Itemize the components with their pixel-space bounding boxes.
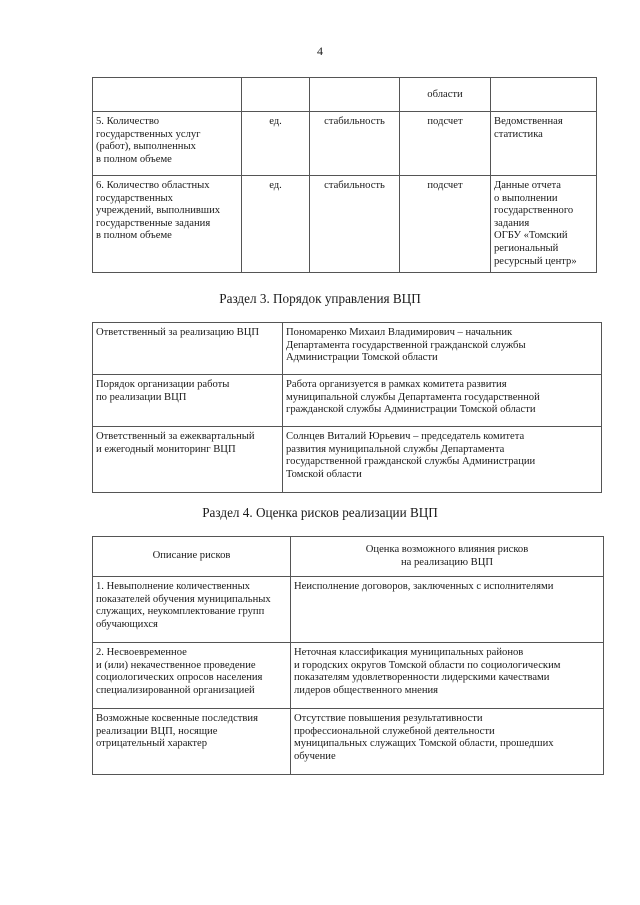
text-line: в полном объеме (96, 230, 172, 242)
text-line: и городских округов Томской области по социологическим (294, 659, 561, 671)
text-line: о выполнении (494, 192, 558, 204)
text-line: государственные задания (96, 217, 211, 229)
text-line: Оценка возможного влияния рисков (365, 543, 529, 555)
text-line: Департамента государственной гражданской службы (286, 339, 526, 351)
text-line: 5. Количество (96, 116, 160, 127)
value-cell (283, 323, 602, 375)
table-row (93, 176, 597, 273)
table-row (93, 643, 604, 709)
text-line: ресурсный центр» (494, 255, 577, 267)
header-row (93, 537, 604, 577)
trend-cell: стабильность (310, 176, 400, 273)
risk-impact-cell (291, 709, 604, 775)
text-line: специализированной организацией (96, 684, 255, 696)
cell (93, 78, 242, 112)
value-cell (283, 427, 602, 493)
table-row (93, 323, 602, 375)
label-cell (93, 323, 283, 375)
risk-description-cell (93, 709, 291, 775)
cell: области (400, 78, 491, 112)
method-cell: подсчет (400, 112, 491, 176)
text-line: 6. Количество областных (96, 180, 210, 191)
text-line: государственного (494, 205, 574, 217)
table-row (93, 427, 602, 493)
text-line: государственных услуг (96, 128, 201, 140)
text-line: Описание рисков (152, 550, 231, 562)
text-line: профессиональной служебной деятельности (294, 725, 495, 737)
text-line: Отсутствие повышения результативности (294, 713, 483, 724)
cell (242, 78, 310, 112)
text-line: служащих, неукомплектование групп (96, 606, 265, 618)
unit-cell: ед. (242, 112, 310, 176)
trend-cell: стабильность (310, 112, 400, 176)
text-line: статистика (494, 128, 543, 140)
value-cell (283, 375, 602, 427)
page-number: 4 (317, 44, 323, 58)
section-4-title: Раздел 4. Оценка рисков реализации ВЦП (202, 505, 438, 520)
text-line: Пономаренко Михаил Владимирович – начальник (286, 327, 513, 338)
column-header-impact (291, 537, 604, 577)
text-line: развития муниципальной службы Департамента (286, 443, 505, 455)
method-cell: подсчет (400, 176, 491, 273)
text-line: региональный (494, 242, 559, 254)
text-line: государственных (96, 192, 173, 204)
text-line: лидеров общественного мнения (294, 684, 439, 696)
text-line: муниципальной службы Департамента государственной (286, 391, 540, 403)
text-line: Данные отчета (494, 180, 562, 191)
text-line: ОГБУ «Томский (494, 230, 568, 242)
text-line: реализации ВЦП, носящие (96, 725, 218, 737)
text-line: Ответственный за ежеквартальный (96, 431, 255, 442)
management-table (92, 322, 602, 493)
indicators-table (92, 77, 597, 273)
text-line: (работ), выполненных (96, 141, 196, 153)
column-header-description (93, 537, 291, 577)
source-cell (491, 176, 597, 273)
risk-description-cell (93, 577, 291, 643)
text-line: по реализации ВЦП (96, 391, 187, 403)
text-line: обучение (294, 750, 336, 762)
label-cell (93, 375, 283, 427)
text-line: обучающихся (96, 618, 158, 630)
text-line: отрицательный характер (96, 738, 208, 750)
cell (310, 78, 400, 112)
section-3-title: Раздел 3. Порядок управления ВЦП (219, 291, 421, 306)
text-line: социологических опросов населения (96, 672, 263, 684)
text-line: государственной гражданской службы Администрации (286, 456, 536, 468)
text-line: Ответственный за реализацию ВЦП (96, 327, 259, 338)
text-line: Томской области (286, 468, 362, 480)
unit-cell: ед. (242, 176, 310, 273)
table-row (93, 709, 604, 775)
text-line: Ведомственная (494, 116, 563, 127)
text-line: гражданской службы Администрации Томской области (286, 404, 536, 416)
text-line: показателям удовлетворенности лидерскими качествами (294, 672, 550, 684)
text-line: муниципальных служащих Томской области, прошедших (294, 738, 554, 750)
text-line: показателей обучения муниципальных (96, 593, 271, 605)
risk-impact-cell (291, 577, 604, 643)
table-row (93, 375, 602, 427)
text-line: в полном объеме (96, 153, 172, 165)
label-cell (93, 427, 283, 493)
text-line: Администрации Томской области (286, 352, 438, 364)
risk-impact-cell (291, 643, 604, 709)
text-line: Солнцев Виталий Юрьевич – председатель комитета (286, 431, 525, 442)
text-line: на реализацию ВЦП (400, 556, 494, 568)
table-row-continuation (93, 78, 597, 112)
text-line: и (или) некачественное проведение (96, 659, 256, 671)
indicator-name-cell (93, 112, 242, 176)
text-line: Неточная классификация муниципальных районов (294, 647, 524, 658)
text-line: Возможные косвенные последствия (96, 713, 258, 724)
text-line: задания (494, 217, 530, 229)
text-line: учреждений, выполнивших (96, 205, 221, 217)
text-line: 2. Несвоевременное (96, 647, 187, 658)
source-cell (491, 112, 597, 176)
risks-table (92, 536, 604, 775)
table-row (93, 577, 604, 643)
risk-description-cell (93, 643, 291, 709)
table-row (93, 112, 597, 176)
text-line: и ежегодный мониторинг ВЦП (96, 443, 236, 455)
indicator-name-cell (93, 176, 242, 273)
text-line: 1. Невыполнение количественных (96, 581, 250, 592)
text-line: Неисполнение договоров, заключенных с исполнителями (294, 581, 554, 592)
text-line: Порядок организации работы (96, 379, 230, 390)
cell (491, 78, 597, 112)
text-line: Работа организуется в рамках комитета развития (286, 379, 507, 390)
